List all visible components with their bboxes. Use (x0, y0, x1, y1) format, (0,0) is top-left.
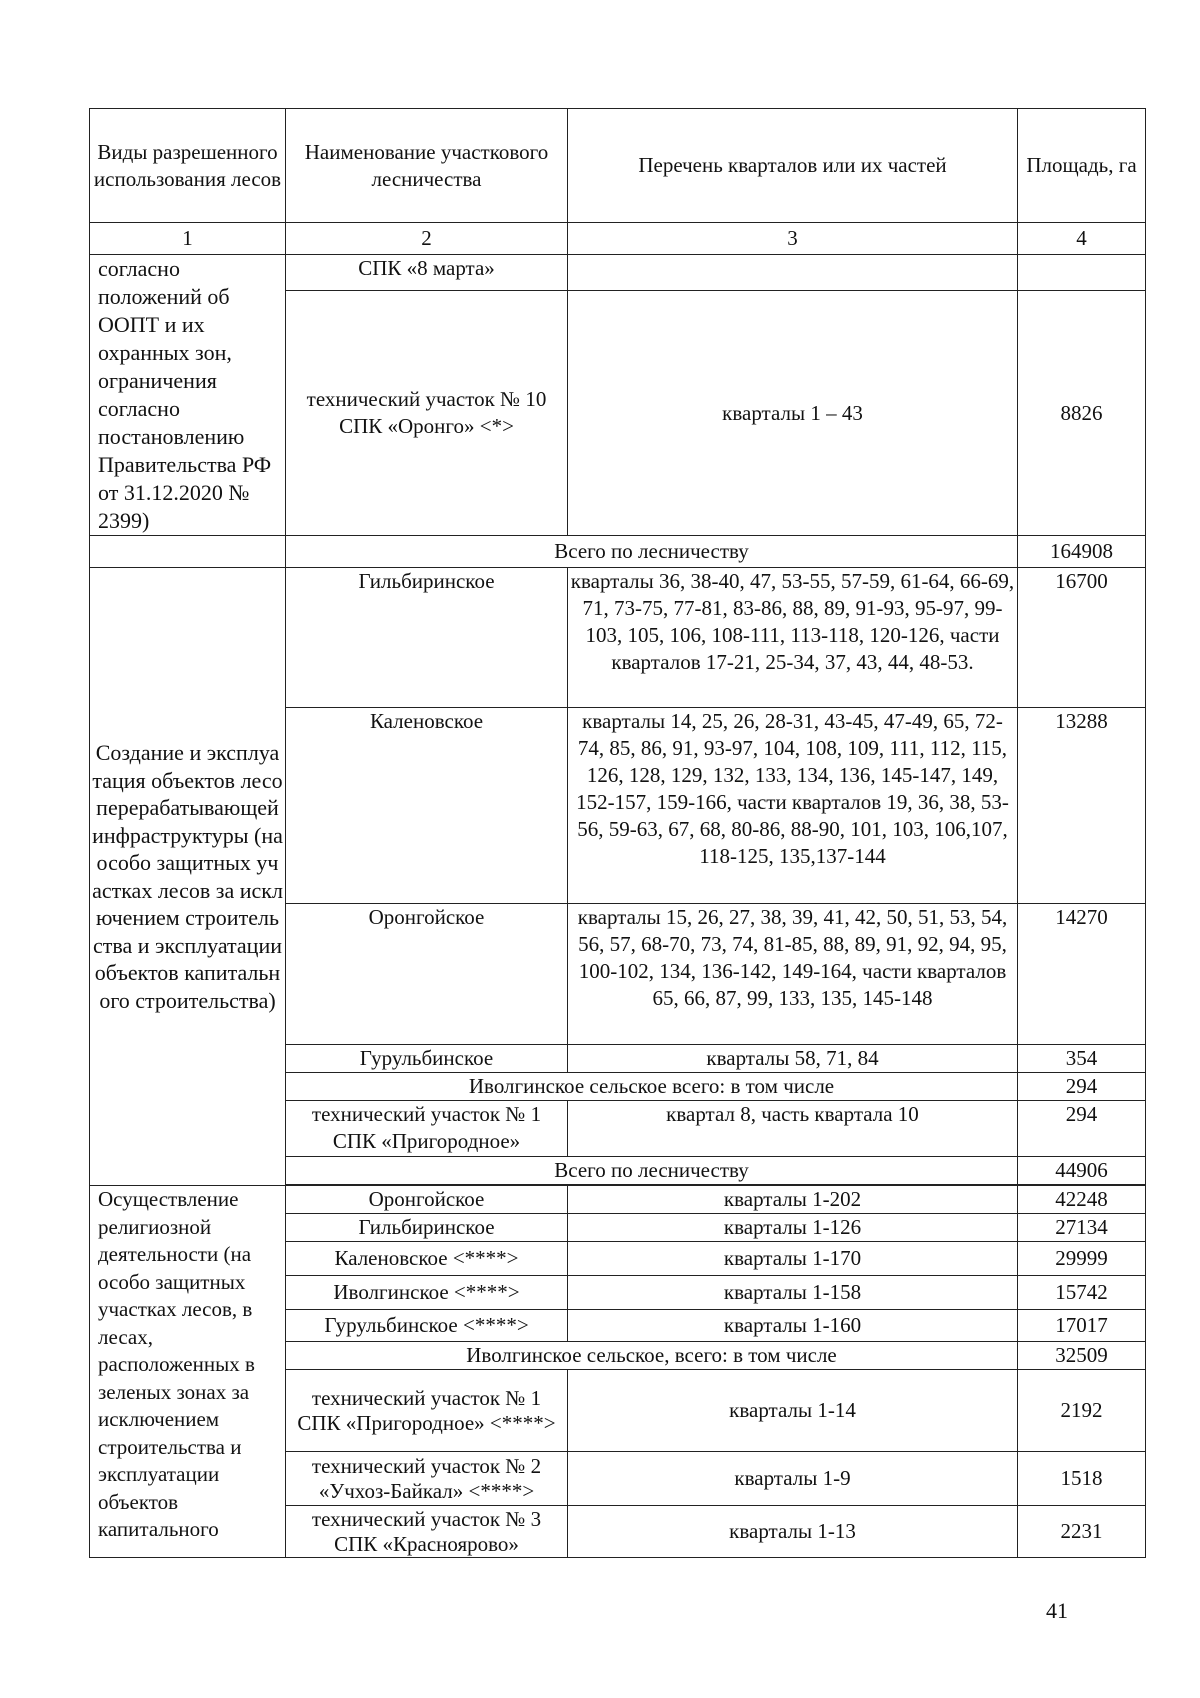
forestry-name-cell: технический участок № 1 СПК «Пригородное» <****> (286, 1370, 568, 1452)
area-cell: 13288 (1018, 708, 1146, 904)
total-label: Всего по лесничеству (286, 536, 1018, 568)
area-cell: 2192 (1018, 1370, 1146, 1452)
header-use-types: Виды разрешенного использования лесов (90, 109, 286, 223)
area-cell: 42248 (1018, 1186, 1146, 1214)
subtotal-area: 294 (1018, 1073, 1146, 1101)
forestry-name-cell: технический участок № 2 «Учхоз-Байкал» <****> (286, 1452, 568, 1506)
quarters-cell: кварталы 15, 26, 27, 38, 39, 41, 42, 50, 51, 53, 54, 56, 57, 68-70, 73, 74, 81-85, 88, 89, 91, 92, 94, 95, 100-102, 134, 136-142, 149-164, части кварталов 65, 66, 87, 99, 133, 135, 145-148 (568, 904, 1018, 1045)
header-quarters-list: Перечень кварталов или их частей (568, 109, 1018, 223)
subtotal-area: 32509 (1018, 1342, 1146, 1370)
subtotal-label: Иволгинское сельское всего: в том числе (286, 1073, 1018, 1101)
forestry-name-cell: технический участок № 3 СПК «Красноярово» (286, 1506, 568, 1558)
table-row (90, 568, 1146, 708)
forestry-name-cell: Каленовское <****> (286, 1242, 568, 1276)
area-cell (1018, 255, 1146, 291)
forestry-name-cell: СПК «8 марта» (286, 255, 568, 291)
forestry-name-cell: Гурульбинское (286, 1045, 568, 1073)
quarters-cell: кварталы 1 – 43 (568, 291, 1018, 536)
area-cell: 354 (1018, 1045, 1146, 1073)
area-cell: 17017 (1018, 1310, 1146, 1342)
table-row (90, 255, 1146, 291)
forestry-name-cell: Оронгойское (286, 1186, 568, 1214)
area-cell: 2231 (1018, 1506, 1146, 1558)
quarters-cell: кварталы 1-170 (568, 1242, 1018, 1276)
quarters-cell: квартал 8, часть квартала 10 (568, 1101, 1018, 1157)
header-row (90, 109, 1146, 223)
forestry-name-cell: Гильбиринское (286, 1214, 568, 1242)
forestry-name-cell: Гильбиринское (286, 568, 568, 708)
quarters-cell: кварталы 1-14 (568, 1370, 1018, 1452)
quarters-cell: кварталы 1-9 (568, 1452, 1018, 1506)
quarters-cell: кварталы 14, 25, 26, 28-31, 43-45, 47-49, 65, 72-74, 85, 86, 91, 93-97, 104, 108, 109, 111, 112, 115, 126, 128, 129, 132, 133, 134, 136, 145-147, 149, 152-157, 159-166, части кварталов 19, 36, 38, 53-56, 59-63, 67, 68, 80-86, 88-90, 101, 103, 106,107, 118-125, 135,137-144 (568, 708, 1018, 904)
area-cell: 16700 (1018, 568, 1146, 708)
area-cell: 14270 (1018, 904, 1146, 1045)
area-cell: 1518 (1018, 1452, 1146, 1506)
quarters-cell: кварталы 58, 71, 84 (568, 1045, 1018, 1073)
column-number-3: 3 (568, 223, 1018, 255)
header-area: Площадь, га (1018, 109, 1146, 223)
forestry-name-cell: Иволгинское <****> (286, 1276, 568, 1310)
area-cell: 29999 (1018, 1242, 1146, 1276)
quarters-cell: кварталы 1-158 (568, 1276, 1018, 1310)
total-row (90, 536, 1146, 568)
header-forestry-name: Наименование участкового лесничества (286, 109, 568, 223)
column-number-row (90, 223, 1146, 255)
page-number: 41 (1046, 1598, 1068, 1623)
quarters-cell: кварталы 1-160 (568, 1310, 1018, 1342)
table-row (90, 1186, 1146, 1214)
forestry-name-cell: технический участок № 10 СПК «Оронго» <*> (286, 291, 568, 536)
quarters-cell: кварталы 1-126 (568, 1214, 1018, 1242)
forestry-name-cell: Каленовское (286, 708, 568, 904)
forestry-name-cell: технический участок № 1 СПК «Пригородное» (286, 1101, 568, 1157)
forestry-name-cell: Оронгойское (286, 904, 568, 1045)
area-cell: 8826 (1018, 291, 1146, 536)
empty-cell (90, 536, 286, 568)
use-type-cell: Создание и эксплуатация объектов лесоперерабатывающей инфраструктуры (на особо защитных участках лесов за исключением строительства и эксплуатации объектов капитального строительства) (90, 568, 286, 1186)
forestry-name-cell: Гурульбинское <****> (286, 1310, 568, 1342)
total-label: Всего по лесничеству (286, 1157, 1018, 1185)
area-cell: 27134 (1018, 1214, 1146, 1242)
area-cell: 15742 (1018, 1276, 1146, 1310)
quarters-cell: кварталы 1-202 (568, 1186, 1018, 1214)
use-type-cell: Осуществление религиозной деятельности (на особо защитных участках лесов, в лесах, расположенных в зеленых зонах за исключением строительства и эксплуатации объектов капитального (90, 1186, 286, 1558)
use-type-cell: согласно положений об ООПТ и их охранных зон, ограничения согласно постановлению Правительства РФ от 31.12.2020 № 2399) (90, 255, 286, 536)
forest-use-table (89, 108, 1146, 1558)
quarters-cell: кварталы 36, 38-40, 47, 53-55, 57-59, 61-64, 66-69, 71, 73-75, 77-81, 83-86, 88, 89, 91-93, 95-97, 99-103, 105, 106, 108-111, 113-118, 120-126, части кварталов 17-21, 25-34, 37, 43, 44, 48-53. (568, 568, 1018, 708)
total-area: 44906 (1018, 1157, 1146, 1185)
total-area: 164908 (1018, 536, 1146, 568)
column-number-2: 2 (286, 223, 568, 255)
column-number-1: 1 (90, 223, 286, 255)
quarters-cell (568, 255, 1018, 291)
quarters-cell: кварталы 1-13 (568, 1506, 1018, 1558)
column-number-4: 4 (1018, 223, 1146, 255)
subtotal-label: Иволгинское сельское, всего: в том числе (286, 1342, 1018, 1370)
area-cell: 294 (1018, 1101, 1146, 1157)
